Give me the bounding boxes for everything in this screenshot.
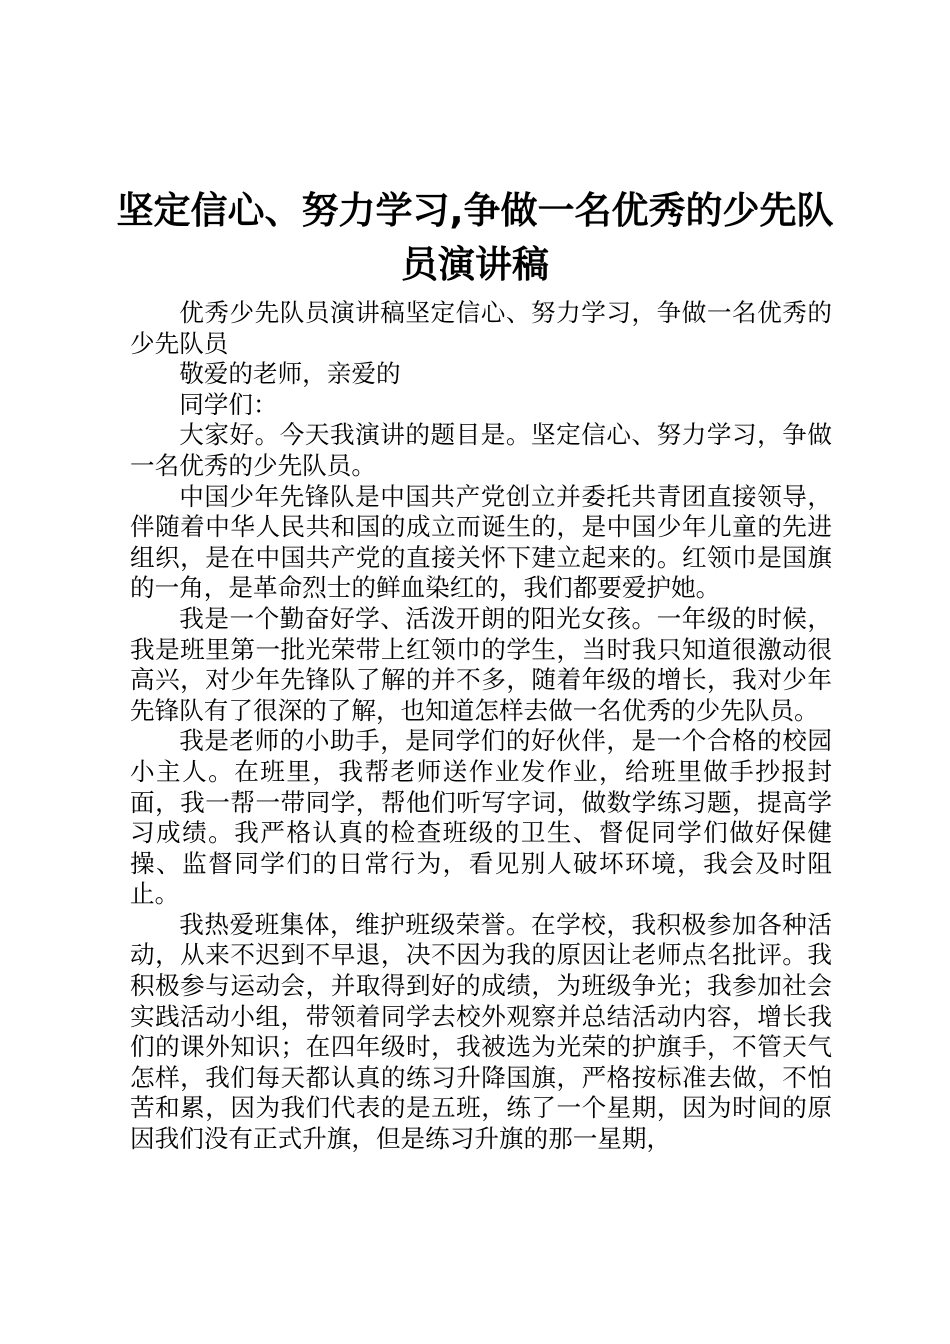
paragraph: 敬爱的老师，亲爱的 <box>179 359 401 389</box>
document-title: 坚定信心、努力学习,争做一名优秀的少先队员演讲稿 <box>116 189 834 286</box>
paragraph: 中国少年先锋队是中国共产党创立并委托共青团直接领导，伴随着中华人民共和国的成立而诞生的，是中国少年儿童的先进组织，是在中国共产党的直接关怀下建立起来的。红领巾是国旗的一角，是革命烈士的鲜血染红的，我们都要爱护她。 <box>130 481 832 603</box>
document-body <box>130 298 832 1155</box>
paragraph: 我热爱班集体，维护班级荣誉。在学校，我积极参加各种活动，从来不迟到不早退，决不因为我的原因让老师点名批评。我积极参与运动会，并取得到好的成绩，为班级争光；我参加社会实践活动小组，带领着同学去校外观察并总结活动内容，增长我们的课外知识；在四年级时，我被选为光荣的护旗手，不管天气怎样，我们每天都认真的练习升降国旗，严格按标准去做，不怕苦和累，因为我们代表的是五班，练了一个星期，因为时间的原因我们没有正式升旗，但是练习升旗的那一星期， <box>130 909 832 1154</box>
paragraph: 优秀少先队员演讲稿坚定信心、努力学习，争做一名优秀的少先队员 <box>130 298 832 358</box>
paragraph: 大家好。今天我演讲的题目是。坚定信心、努力学习，争做一名优秀的少先队员。 <box>130 420 832 480</box>
paragraph: 我是老师的小助手，是同学们的好伙伴，是一个合格的校园小主人。在班里，我帮老师送作业发作业，给班里做手抄报封面，我一帮一带同学，帮他们听写字词，做数学练习题，提高学习成绩。我严格认真的检查班级的卫生、督促同学们做好保健操、监督同学们的日常行为，看见别人破坏环境，我会及时阻止。 <box>130 726 832 909</box>
paragraph: 同学们： <box>179 389 278 419</box>
paragraph: 我是一个勤奋好学、活泼开朗的阳光女孩。一年级的时候，我是班里第一批光荣带上红领巾的学生，当时我只知道很激动很高兴，对少年先锋队了解的并不多，随着年级的增长，我对少年先锋队有了很深的了解，也知道怎样去做一名优秀的少先队员。 <box>130 603 832 725</box>
